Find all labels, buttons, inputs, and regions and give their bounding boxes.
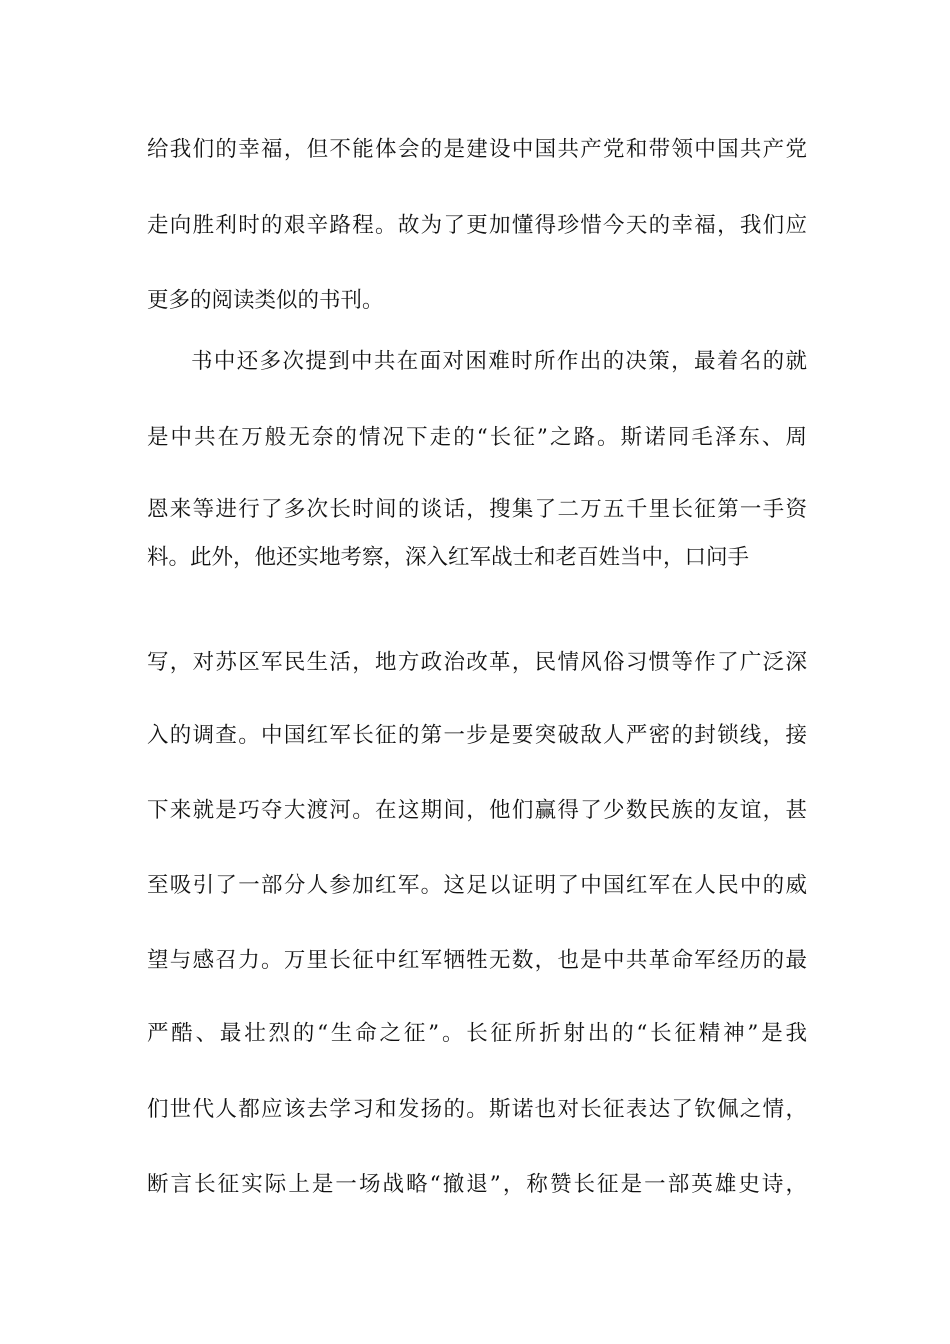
text-line: 入的调查。中国红军长征的第一步是要突破敌人严密的封锁线，接 xyxy=(147,723,807,748)
text-line: 望与感召力。万里长征中红军牺牲无数，也是中共革命军经历的最 xyxy=(147,948,807,973)
text-line: 下来就是巧夺大渡河。在这期间，他们赢得了少数民族的友谊，甚 xyxy=(147,798,807,823)
text-line: 们世代人都应该去学习和发扬的。斯诺也对长征表达了钦佩之情， xyxy=(147,1097,807,1122)
text-line: 写，对苏区军民生活，地方政治改革，民情风俗习惯等作了广泛深 xyxy=(147,650,807,675)
text-line: 至吸引了一部分人参加红军。这足以证明了中国红军在人民中的威 xyxy=(147,873,807,898)
text-line: 恩来等进行了多次长时间的谈话，搜集了二万五千里长征第一手资 xyxy=(147,497,807,522)
text-line: 严酷、最壮烈的“生命之征”。长征所折射出的“长征精神”是我 xyxy=(147,1021,807,1046)
text-line: 料。此外，他还实地考察，深入红军战士和老百姓当中，口问手 xyxy=(147,545,750,570)
text-line: 是中共在万般无奈的情况下走的“长征”之路。斯诺同毛泽东、周 xyxy=(147,425,807,450)
text-line: 断言长征实际上是一场战略“撤退”，称赞长征是一部英雄史诗， xyxy=(147,1172,807,1197)
text-line: 走向胜利时的艰辛路程。故为了更加懂得珍惜今天的幸福，我们应 xyxy=(147,213,807,238)
text-line: 更多的阅读类似的书刊。 xyxy=(147,288,384,313)
text-line: 书中还多次提到中共在面对困难时所作出的决策，最着名的就 xyxy=(191,349,807,374)
text-line: 给我们的幸福，但不能体会的是建设中国共产党和带领中国共产党 xyxy=(147,137,807,162)
